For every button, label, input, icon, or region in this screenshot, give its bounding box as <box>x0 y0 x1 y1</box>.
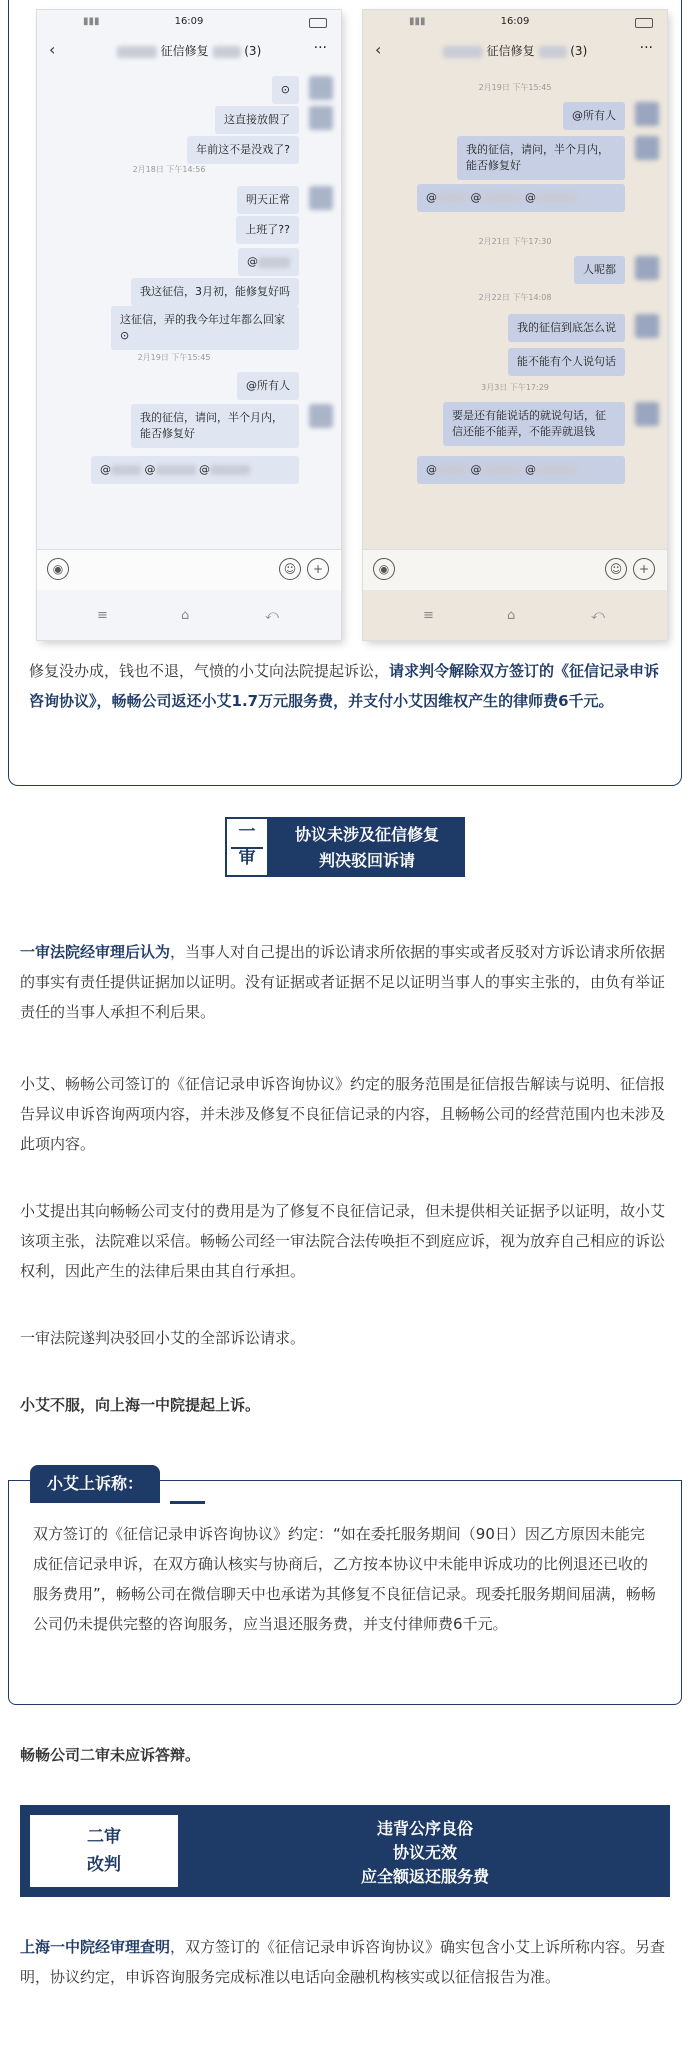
return-icon[interactable]: ⤺ <box>591 608 605 623</box>
menu-icon[interactable]: ≡ <box>423 608 434 623</box>
status-time: 16:09 <box>174 16 204 27</box>
status-time: 16:09 <box>500 16 530 27</box>
chat-bubble: 这直接放假了 <box>215 106 299 134</box>
section-heading-second-instance <box>20 1805 670 1897</box>
chat-timestamp: 2月19日 下午15:45 <box>478 83 552 92</box>
avatar <box>309 186 333 210</box>
chat-bubble: 人呢都 <box>574 256 625 284</box>
chat-bubble: 上班了?? <box>236 216 299 244</box>
avatar <box>635 102 659 126</box>
chat-screenshot-left <box>37 10 341 640</box>
avatar <box>635 402 659 426</box>
menu-icon[interactable]: ≡ <box>97 608 108 623</box>
chat-bubble: 我的征信，请问，半个月内，能否修复好 <box>457 136 625 180</box>
status-bar <box>37 16 341 30</box>
chat-header <box>363 36 667 66</box>
chat-bubble: @ @ @ <box>91 456 299 484</box>
chat-screenshot-right <box>363 10 667 640</box>
plus-icon[interactable]: + <box>307 558 329 580</box>
lawsuit-summary: 修复没办成，钱也不退，气愤的小艾向法院提起诉讼，请求判令解除双方签订的《征信记录申诉咨询协议》，畅畅公司返还小艾1.7万元服务费，并支付小艾因维权产生的律师费6千元。 <box>29 662 660 710</box>
paragraph: 一审法院遂判决驳回小艾的全部诉讼请求。 <box>20 1329 306 1347</box>
avatar <box>309 106 333 130</box>
chat-bubble: 要是还有能说话的就说句话，征信还能不能弄，不能弄就退钱 <box>443 402 625 446</box>
avatar <box>309 76 333 100</box>
avatar <box>635 136 659 160</box>
signal-icon: ▮▮▮ <box>83 16 100 27</box>
avatar <box>309 404 333 428</box>
chat-bubble: 明天正常 <box>237 186 299 214</box>
status-bar <box>363 16 667 30</box>
system-nav <box>363 604 667 634</box>
return-icon[interactable]: ⤺ <box>265 608 279 623</box>
paragraph-appeal-intro: 小艾不服，向上海一中院提起上诉。 <box>20 1396 261 1414</box>
back-icon[interactable]: ‹ <box>375 40 382 59</box>
chat-bubble: 我的征信到底怎么说 <box>508 314 625 342</box>
back-icon[interactable]: ‹ <box>49 40 56 59</box>
section-label: 二审 改判 <box>30 1815 178 1887</box>
home-icon[interactable]: ⌂ <box>507 608 516 623</box>
signal-icon: ▮▮▮ <box>409 16 426 27</box>
plus-icon[interactable]: + <box>633 558 655 580</box>
paragraph: 一审法院经审理后认为，当事人对自己提出的诉讼请求所依据的事实或者反驳对方诉讼请求所依据的事实有责任提供证据加以证明。没有证据或者证据不足以证明当事人的事实主张的，由负有举证责任的当事人承担不利后果。 <box>20 943 666 1021</box>
paragraph: 小艾提出其向畅畅公司支付的费用是为了修复不良征信记录，但未提供相关证据予以证明，故小艾该项主张，法院难以采信。畅畅公司经一审法院合法传唤拒不到庭应诉，视为放弃自己相应的诉讼权利，因此产生的法律后果由其自行承担。 <box>20 1202 666 1280</box>
chat-bubble: @ @ @ <box>417 456 625 484</box>
chat-bubble: @ @ @ <box>417 184 625 212</box>
chat-timestamp: 2月21日 下午17:30 <box>478 237 552 246</box>
chat-bubble: ⊙ <box>272 76 299 104</box>
chat-timestamp: 3月3日 下午17:29 <box>481 383 549 392</box>
chat-bubble: 这征信，弄的我今年过年都么回家 ⊙ <box>111 306 299 350</box>
chat-timestamp: 2月22日 下午14:08 <box>478 293 552 302</box>
chat-bubble: 能不能有个人说句话 <box>508 348 625 376</box>
section-heading-first-instance <box>225 817 465 877</box>
section-title: 协议未涉及征信修复 判决驳回诉请 <box>269 817 465 877</box>
paragraph: 上海一中院经审理查明，双方签订的《征信记录申诉咨询协议》确实包含小艾上诉所称内容。另查明，协议约定，申诉咨询服务完成标准以电话向金融机构核实或以征信报告为准。 <box>20 1938 666 1986</box>
chat-input-bar <box>37 549 341 590</box>
system-nav <box>37 604 341 634</box>
voice-icon[interactable]: ◉ <box>47 558 69 580</box>
voice-icon[interactable]: ◉ <box>373 558 395 580</box>
chat-timestamp: 2月18日 下午14:56 <box>132 165 206 174</box>
chat-input-bar <box>363 549 667 590</box>
chat-bubble: 年前这不是没戏了? <box>187 136 299 164</box>
screenshot-panel <box>8 0 682 786</box>
chat-bubble: 我的征信，请问，半个月内，能否修复好 <box>131 404 299 448</box>
chat-timestamp: 2月19日 下午15:45 <box>137 353 211 362</box>
paragraph: 小艾、畅畅公司签订的《征信记录申诉咨询协议》约定的服务范围是征信报告解读与说明、征信报告异议申诉咨询两项内容，并未涉及修复不良征信记录的内容，且畅畅公司的经营范围内也未涉及此项内容。 <box>20 1075 666 1153</box>
chat-bubble: @ <box>238 248 299 276</box>
chat-bubble: @所有人 <box>563 102 625 130</box>
chat-header <box>37 36 341 66</box>
chat-title: 征信修复 (3) <box>443 42 588 59</box>
chat-bubble: 我这征信，3月初，能修复好吗 <box>131 278 299 306</box>
appeal-tag: 小艾上诉称： <box>30 1465 160 1503</box>
appeal-text: 双方签订的《征信记录申诉咨询协议》约定：“如在委托服务期间（90日）因乙方原因未能完成征信记录申诉，在双方确认核实与协商后，乙方按本协议中未能申诉成功的比例退还已收的服务费用”，畅畅公司在微信聊天中也承诺为其修复不良征信记录。现委托服务期间届满，畅畅公司仍未提供完整的咨询服务，应当退还服务费，并支付律师费6千元。 <box>33 1525 656 1633</box>
battery-icon <box>635 18 653 28</box>
section-number: 一 审 <box>225 817 269 877</box>
avatar <box>635 256 659 280</box>
emoji-icon[interactable]: ☺ <box>279 558 301 580</box>
section-title: 违背公序良俗 协议无效 应全额返还服务费 <box>360 1819 489 1886</box>
chat-bubble: @所有人 <box>237 372 299 400</box>
battery-icon <box>309 18 327 28</box>
more-icon[interactable]: ··· <box>639 40 653 56</box>
paragraph-no-reply: 畅畅公司二审未应诉答辩。 <box>20 1746 201 1764</box>
emoji-icon[interactable]: ☺ <box>605 558 627 580</box>
avatar <box>635 314 659 338</box>
chat-title: 征信修复 (3) <box>117 42 262 59</box>
home-icon[interactable]: ⌂ <box>181 608 190 623</box>
divider <box>231 847 263 849</box>
divider <box>170 1501 205 1504</box>
appeal-box <box>8 1480 682 1705</box>
more-icon[interactable]: ··· <box>313 40 327 56</box>
